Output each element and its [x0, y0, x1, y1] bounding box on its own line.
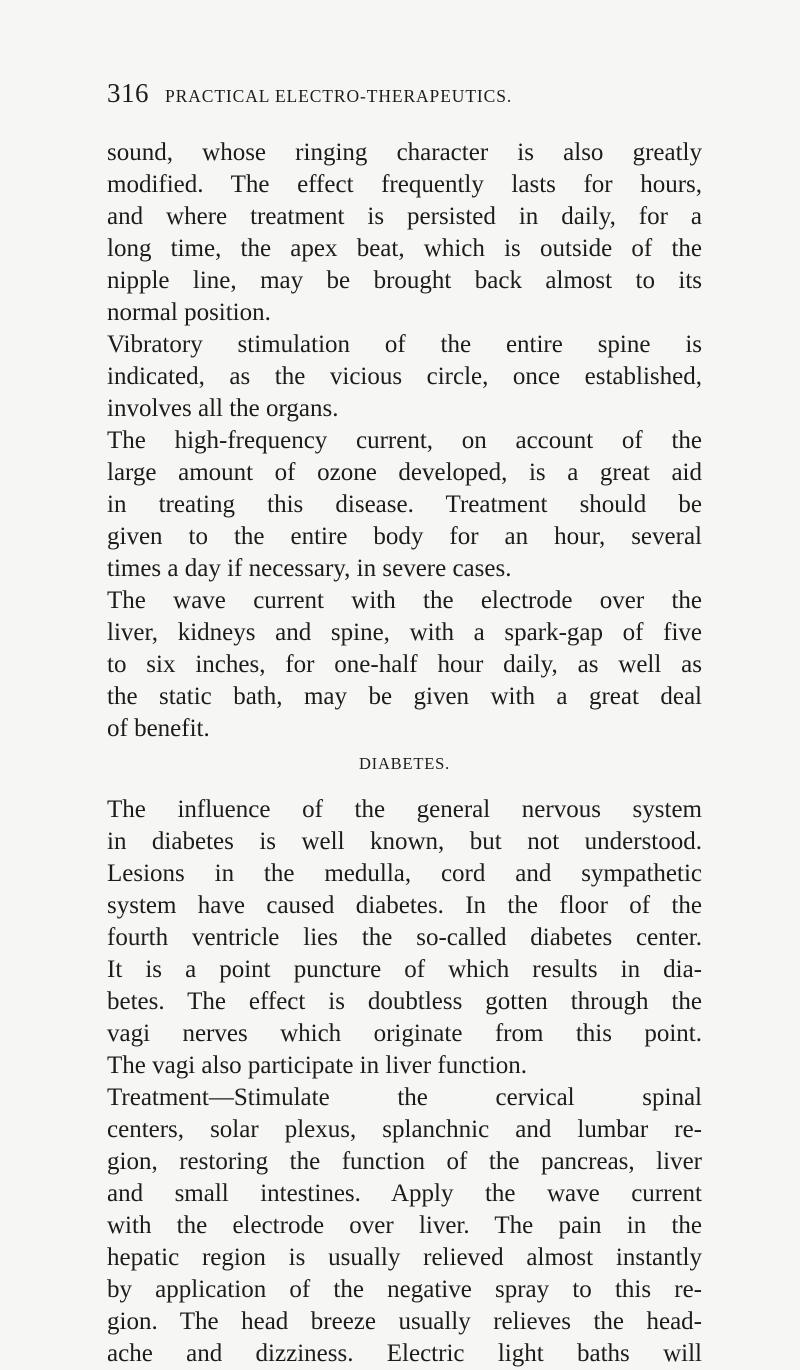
text-line: normal position.	[107, 299, 271, 326]
text-line: in diabetes is well known, but not understood.	[107, 828, 702, 855]
text-line: The influence of the general nervous system	[107, 796, 702, 823]
text-before-heading	[107, 137, 702, 745]
text-line: centers, solar plexus, splanchnic and lumbar re-	[107, 1116, 702, 1143]
text-line: given to the entire body for an hour, several	[107, 523, 702, 550]
text-line: by application of the negative spray to this re-	[107, 1276, 702, 1303]
text-line: large amount of ozone developed, is a great aid	[107, 459, 702, 486]
text-line: nipple line, may be brought back almost to its	[107, 267, 702, 294]
text-line: gion, restoring the function of the pancreas, liver	[107, 1148, 702, 1175]
text-line: betes. The effect is doubtless gotten through the	[107, 988, 702, 1015]
page-header	[107, 78, 707, 110]
section-heading: DIABETES.	[358, 754, 451, 773]
text-line: The vagi also participate in liver function.	[107, 1052, 527, 1079]
text-line: It is a point puncture of which results in dia-	[107, 956, 702, 983]
text-line: modified. The effect frequently lasts for hours,	[107, 171, 702, 198]
text-line: and small intestines. Apply the wave current	[107, 1180, 702, 1207]
text-line: system have caused diabetes. In the floor of the	[107, 892, 702, 919]
page-number: 316	[107, 78, 149, 108]
text-line: in treating this disease. Treatment should be	[107, 491, 702, 518]
running-head: PRACTICAL ELECTRO-THERAPEUTICS.	[165, 86, 513, 106]
text-line: of benefit.	[107, 715, 210, 742]
text-line: hepatic region is usually relieved almost instantly	[107, 1244, 702, 1271]
text-line: times a day if necessary, in severe cases.	[107, 555, 512, 582]
text-line: long time, the apex beat, which is outside of the	[107, 235, 702, 262]
text-line: the static bath, may be given with a great deal	[107, 683, 702, 710]
body-text	[107, 137, 702, 1370]
text-line: and where treatment is persisted in daily, for a	[107, 203, 702, 230]
text-line: sound, whose ringing character is also greatly	[107, 139, 702, 166]
text-line: The high-frequency current, on account of the	[107, 427, 702, 454]
text-line: fourth ventricle lies the so-called diabetes center.	[107, 924, 702, 951]
text-after-heading	[107, 794, 702, 1370]
text-line: The wave current with the electrode over the	[107, 587, 702, 614]
text-line: Lesions in the medulla, cord and sympathetic	[107, 860, 702, 887]
text-line: vagi nerves which originate from this point.	[107, 1020, 702, 1047]
text-line: liver, kidneys and spine, with a spark-gap of five	[107, 619, 702, 646]
text-line: gion. The head breeze usually relieves the head-	[107, 1308, 702, 1335]
text-line: indicated, as the vicious circle, once established,	[107, 363, 702, 390]
text-line: ache and dizziness. Electric light baths will	[107, 1340, 702, 1367]
text-line: Vibratory stimulation of the entire spine is	[107, 331, 702, 358]
text-line: with the electrode over liver. The pain in the	[107, 1212, 702, 1239]
text-line: Treatment—Stimulate the cervical spinal	[107, 1084, 702, 1111]
text-line: to six inches, for one-half hour daily, as well as	[107, 651, 702, 678]
text-line: involves all the organs.	[107, 395, 339, 422]
